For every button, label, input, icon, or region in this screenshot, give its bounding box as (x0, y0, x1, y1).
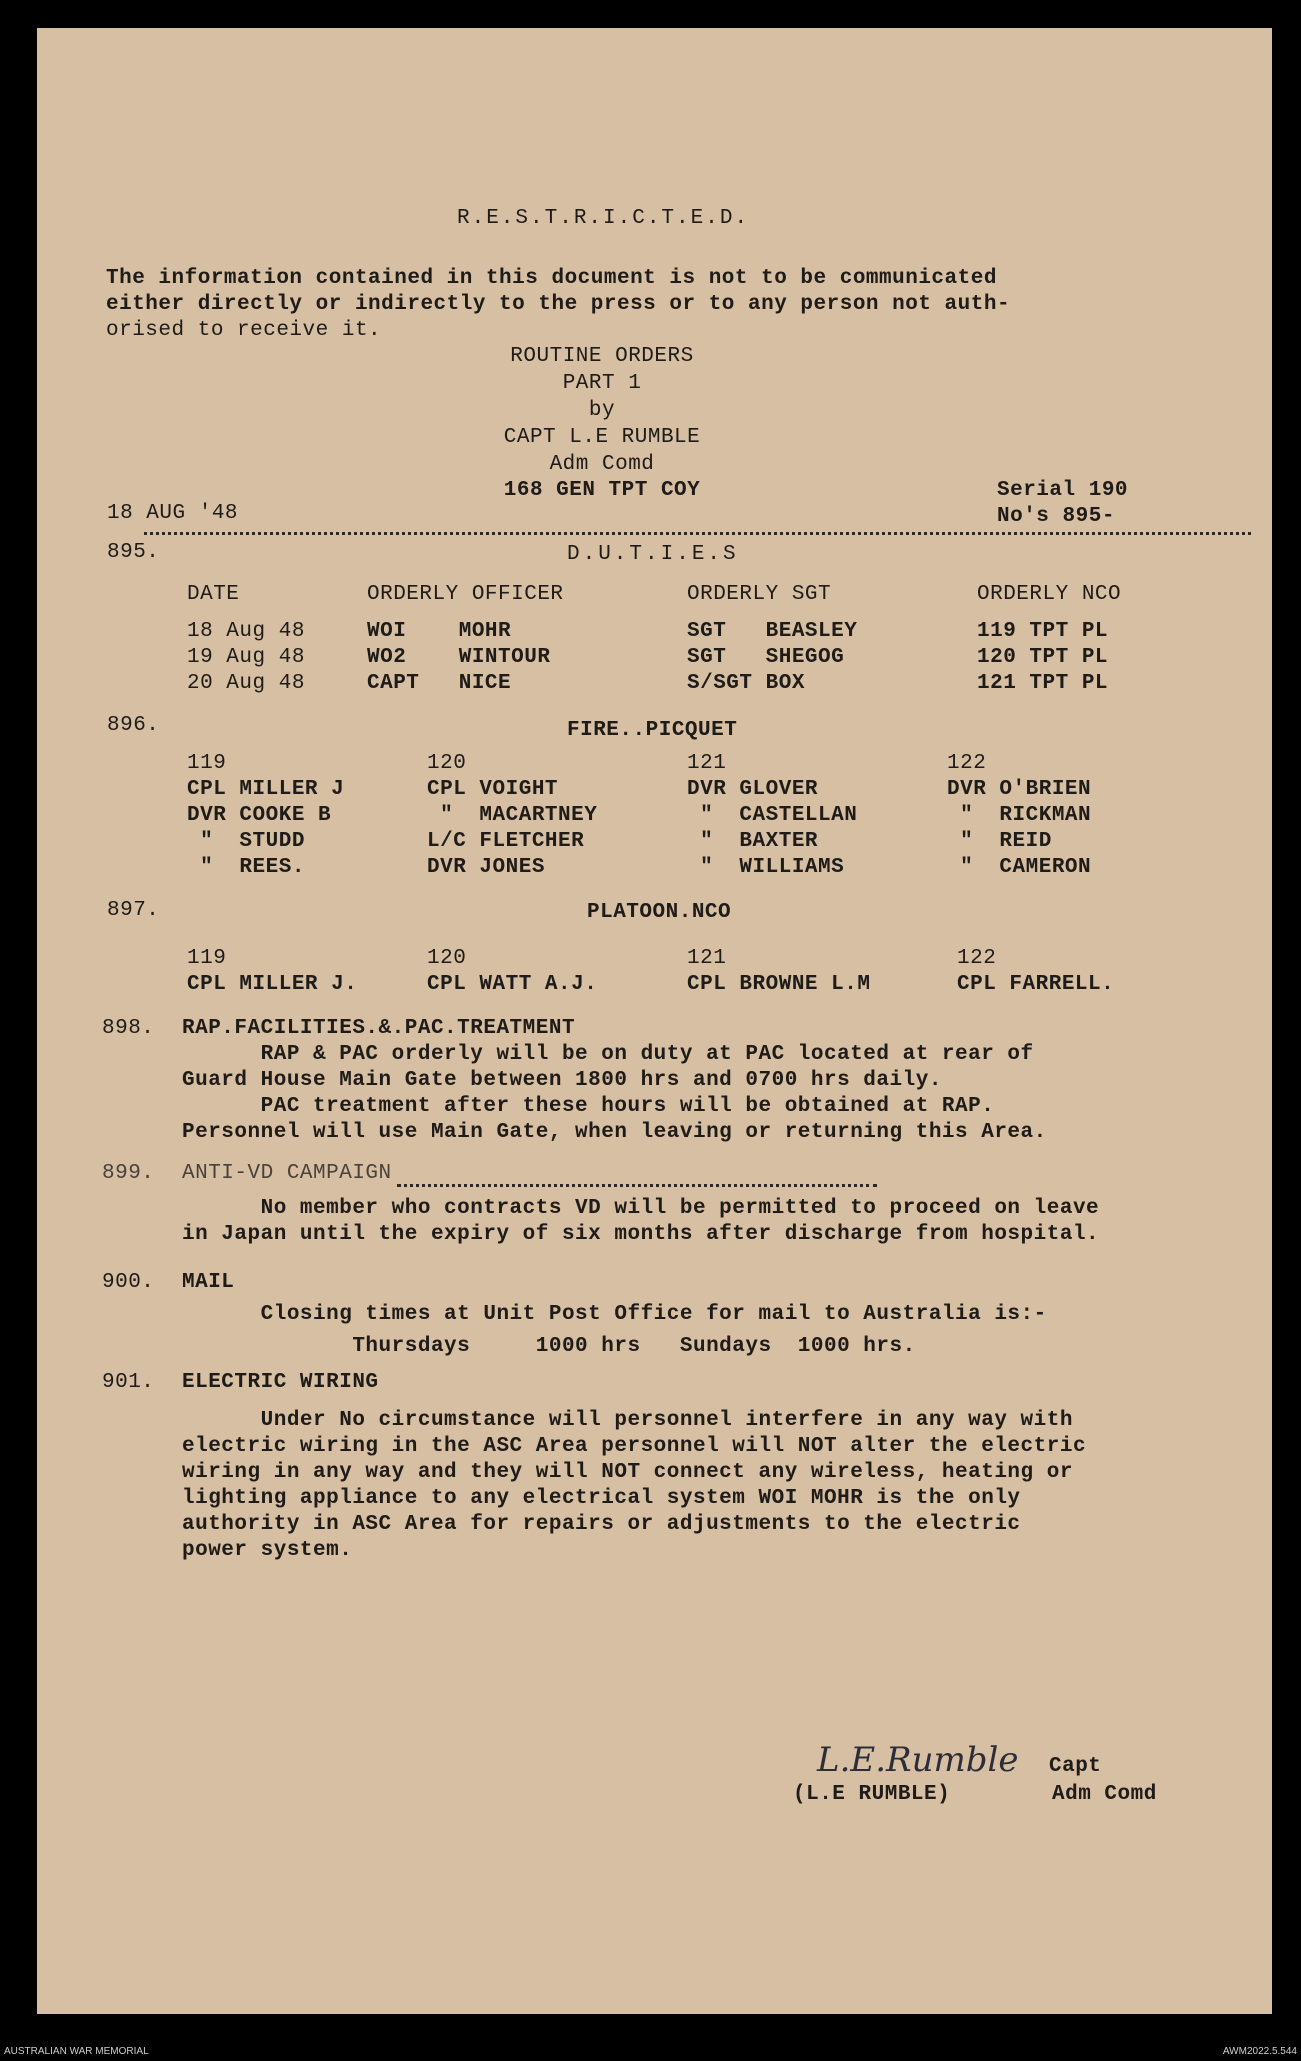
dotted-rule (144, 532, 1251, 537)
section-number: 897. (107, 899, 160, 922)
picquet-member: " MACARTNEY (427, 804, 598, 827)
picquet-member: L/C FLETCHER (427, 830, 585, 853)
section-title: ELECTRIC WIRING (182, 1371, 379, 1394)
order-text-line: Guard House Main Gate between 1800 hrs and 0700 hrs daily. (182, 1069, 942, 1092)
document-date: 18 AUG '48 (107, 502, 239, 525)
duty-date: 20 Aug 48 (187, 672, 305, 695)
picquet-member: CPL MILLER J (187, 778, 345, 801)
order-text-line: electric wiring in the ASC Area personnel will NOT alter the electric (182, 1435, 1087, 1458)
picquet-member: CPL VOIGHT (427, 778, 559, 801)
order-text-line: Thursdays 1000 hrs Sundays 1000 hrs. (182, 1335, 916, 1358)
title-line: Adm Comd (549, 453, 655, 476)
signature-name: (L.E RUMBLE) (793, 1783, 951, 1806)
section-title: D.U.T.I.E.S (567, 543, 739, 566)
platoon-nco: CPL MILLER J. (187, 973, 358, 996)
picquet-member: " CASTELLAN (687, 804, 858, 827)
document-page (37, 28, 1272, 2014)
column-header: ORDERLY SGT (687, 583, 832, 606)
duty-sgt: SGT BEASLEY (687, 620, 858, 643)
platoon-number: 120 (427, 752, 467, 775)
picquet-member: " BAXTER (687, 830, 819, 853)
duty-officer: CAPT NICE (367, 672, 512, 695)
classification-heading: R.E.S.T.R.I.C.T.E.D. (457, 207, 750, 230)
platoon-number: 121 (687, 947, 727, 970)
signature-rank: Capt (1049, 1755, 1102, 1778)
dotted-rule (397, 1184, 877, 1189)
platoon-number: 121 (687, 752, 727, 775)
section-number: 899. (102, 1162, 155, 1185)
picquet-member: " WILLIAMS (687, 856, 845, 879)
title-line: ROUTINE ORDERS (510, 345, 694, 368)
picquet-member: DVR COOKE B (187, 804, 332, 827)
section-title: PLATOON.NCO (587, 901, 732, 924)
picquet-member: " STUDD (187, 830, 305, 853)
order-text-line: PAC treatment after these hours will be obtained at RAP. (182, 1095, 995, 1118)
duty-officer: WOI MOHR (367, 620, 512, 643)
footer-institution: AUSTRALIAN WAR MEMORIAL (4, 2046, 149, 2057)
picquet-member: DVR O'BRIEN (947, 778, 1092, 801)
order-text-line: RAP & PAC orderly will be on duty at PAC located at rear of (182, 1043, 1034, 1066)
platoon-number: 120 (427, 947, 467, 970)
platoon-number: 122 (957, 947, 997, 970)
section-number: 900. (102, 1271, 155, 1294)
caveat-line-3: orised to receive it. (106, 319, 382, 342)
order-text-line: in Japan until the expiry of six months after discharge from hospital. (182, 1223, 1100, 1246)
duty-nco: 121 TPT PL (977, 672, 1109, 695)
column-header: DATE (187, 583, 240, 606)
order-text-line: power system. (182, 1539, 353, 1562)
order-text-line: Under No circumstance will personnel interfere in any way with (182, 1409, 1073, 1432)
platoon-number: 119 (187, 947, 227, 970)
platoon-number: 122 (947, 752, 987, 775)
platoon-nco: CPL BROWNE L.M (687, 973, 871, 996)
duty-officer: WO2 WINTOUR (367, 646, 551, 669)
handwritten-signature: L.E.Rumble (817, 1740, 1019, 1780)
duty-sgt: SGT SHEGOG (687, 646, 845, 669)
duty-date: 18 Aug 48 (187, 620, 305, 643)
column-header: ORDERLY OFFICER (367, 583, 564, 606)
platoon-nco: CPL FARRELL. (957, 973, 1115, 996)
title-line: 168 GEN TPT COY (503, 479, 701, 502)
duty-nco: 120 TPT PL (977, 646, 1109, 669)
platoon-number: 119 (187, 752, 227, 775)
signature-appointment: Adm Comd (1052, 1783, 1157, 1806)
picquet-member: " REID (947, 830, 1052, 853)
order-text-line: lighting appliance to any electrical system WOI MOHR is the only (182, 1487, 1021, 1510)
picquet-member: DVR GLOVER (687, 778, 819, 801)
title-line: PART 1 (562, 372, 642, 395)
picquet-member: " CAMERON (947, 856, 1092, 879)
section-number: 896. (107, 714, 160, 737)
caveat-line-2: either directly or indirectly to the press or to any person not auth- (106, 293, 1011, 316)
section-number: 895. (107, 541, 160, 564)
order-numbers: No's 895- (997, 505, 1115, 528)
order-text-line: wiring in any way and they will NOT connect any wireless, heating or (182, 1461, 1073, 1484)
duty-sgt: S/SGT BOX (687, 672, 805, 695)
section-title: ANTI-VD CAMPAIGN (182, 1162, 392, 1185)
serial-number: Serial 190 (997, 479, 1129, 502)
title-line: CAPT L.E RUMBLE (503, 426, 701, 449)
order-text-line: Personnel will use Main Gate, when leaving or returning this Area. (182, 1121, 1047, 1144)
title-line: by (588, 399, 616, 422)
duty-nco: 119 TPT PL (977, 620, 1109, 643)
picquet-member: " RICKMAN (947, 804, 1092, 827)
footer-accession-number: AWM2022.5.544 (1222, 2046, 1297, 2057)
picquet-member: " REES. (187, 856, 305, 879)
section-title: RAP.FACILITIES.&.PAC.TREATMENT (182, 1017, 576, 1040)
section-number: 901. (102, 1371, 155, 1394)
picquet-member: DVR JONES (427, 856, 545, 879)
section-title: FIRE..PICQUET (567, 719, 738, 742)
duty-date: 19 Aug 48 (187, 646, 305, 669)
column-header: ORDERLY NCO (977, 583, 1122, 606)
order-text-line: authority in ASC Area for repairs or adjustments to the electric (182, 1513, 1021, 1536)
section-title: MAIL (182, 1271, 235, 1294)
order-text-line: No member who contracts VD will be permitted to proceed on leave (182, 1197, 1100, 1220)
platoon-nco: CPL WATT A.J. (427, 973, 598, 996)
caveat-line-1: The information contained in this document is not to be communicated (106, 267, 997, 290)
section-number: 898. (102, 1017, 155, 1040)
order-text-line: Closing times at Unit Post Office for mail to Australia is:- (182, 1303, 1047, 1326)
